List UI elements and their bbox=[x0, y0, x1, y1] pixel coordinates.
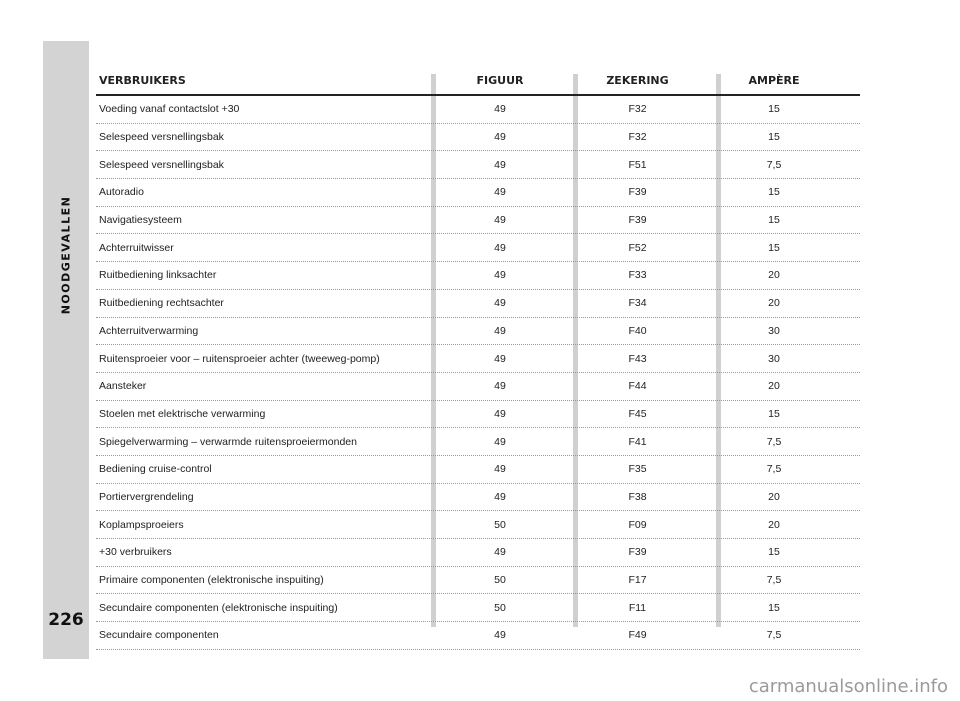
cell-ampere: 20 bbox=[768, 490, 780, 503]
cell-ampere: 7,5 bbox=[766, 629, 782, 642]
cell-ampere: 30 bbox=[768, 324, 780, 337]
table-row bbox=[96, 179, 860, 207]
cell-fuse: F49 bbox=[628, 629, 647, 642]
cell-fuse: F38 bbox=[628, 490, 647, 503]
fuse-table bbox=[96, 66, 860, 650]
cell-consumer: Secundaire componenten bbox=[99, 629, 219, 642]
cell-fuse: F09 bbox=[628, 518, 647, 531]
cell-ampere: 15 bbox=[768, 407, 780, 420]
cell-ampere: 7,5 bbox=[766, 463, 782, 476]
cell-ampere: 20 bbox=[768, 269, 780, 282]
cell-consumer: Achterruitwisser bbox=[99, 241, 174, 254]
cell-fuse: F33 bbox=[628, 269, 647, 282]
cell-figure: 49 bbox=[494, 158, 506, 171]
cell-fuse: F39 bbox=[628, 186, 647, 199]
cell-figure: 50 bbox=[494, 574, 506, 587]
cell-figure: 50 bbox=[494, 518, 506, 531]
cell-fuse: F32 bbox=[628, 131, 647, 144]
cell-consumer: Portiervergrendeling bbox=[99, 490, 194, 503]
cell-ampere: 15 bbox=[768, 601, 780, 614]
table-header bbox=[96, 66, 860, 96]
cell-figure: 49 bbox=[494, 546, 506, 559]
header-ampere: AMPÈRE bbox=[748, 73, 800, 87]
table-row bbox=[96, 511, 860, 539]
section-title-text: NOODGEVALLEN bbox=[59, 195, 73, 315]
cell-figure: 49 bbox=[494, 463, 506, 476]
cell-ampere: 15 bbox=[768, 241, 780, 254]
table-row bbox=[96, 622, 860, 650]
cell-ampere: 20 bbox=[768, 518, 780, 531]
cell-figure: 49 bbox=[494, 324, 506, 337]
cell-figure: 49 bbox=[494, 131, 506, 144]
cell-fuse: F43 bbox=[628, 352, 647, 365]
header-figure: FIGUUR bbox=[476, 73, 524, 87]
table-row bbox=[96, 428, 860, 456]
cell-consumer: Spiegelverwarming – verwarmde ruitensproeiermonden bbox=[99, 435, 357, 448]
table-row bbox=[96, 539, 860, 567]
table-row bbox=[96, 207, 860, 235]
cell-consumer: Ruitbediening linksachter bbox=[99, 269, 217, 282]
cell-consumer: Bediening cruise-control bbox=[99, 463, 212, 476]
table-row bbox=[96, 290, 860, 318]
cell-figure: 49 bbox=[494, 241, 506, 254]
cell-consumer: +30 verbruikers bbox=[99, 546, 172, 559]
cell-figure: 49 bbox=[494, 435, 506, 448]
cell-ampere: 15 bbox=[768, 546, 780, 559]
cell-ampere: 15 bbox=[768, 103, 780, 116]
table-row bbox=[96, 594, 860, 622]
cell-ampere: 7,5 bbox=[766, 158, 782, 171]
cell-figure: 49 bbox=[494, 629, 506, 642]
side-bar bbox=[43, 41, 89, 659]
table-row bbox=[96, 262, 860, 290]
cell-fuse: F40 bbox=[628, 324, 647, 337]
header-fuse: ZEKERING bbox=[606, 73, 669, 87]
table-row bbox=[96, 345, 860, 373]
cell-fuse: F39 bbox=[628, 214, 647, 227]
cell-figure: 49 bbox=[494, 297, 506, 310]
cell-fuse: F11 bbox=[628, 601, 647, 614]
cell-ampere: 15 bbox=[768, 186, 780, 199]
cell-ampere: 7,5 bbox=[766, 435, 782, 448]
cell-fuse: F17 bbox=[628, 574, 647, 587]
table-body bbox=[96, 96, 860, 650]
cell-ampere: 15 bbox=[768, 131, 780, 144]
page-number: 226 bbox=[48, 610, 84, 630]
cell-consumer: Achterruitverwarming bbox=[99, 324, 199, 337]
cell-consumer: Aansteker bbox=[99, 380, 147, 393]
table-row bbox=[96, 567, 860, 595]
cell-consumer: Secundaire componenten (elektronische inspuiting) bbox=[99, 601, 338, 614]
table-row bbox=[96, 318, 860, 346]
table-row bbox=[96, 96, 860, 124]
cell-consumer: Selespeed versnellingsbak bbox=[99, 131, 224, 144]
cell-figure: 49 bbox=[494, 407, 506, 420]
cell-figure: 50 bbox=[494, 601, 506, 614]
table-row bbox=[96, 124, 860, 152]
cell-figure: 49 bbox=[494, 214, 506, 227]
cell-consumer: Stoelen met elektrische verwarming bbox=[99, 407, 266, 420]
cell-consumer: Voeding vanaf contactslot +30 bbox=[99, 103, 240, 116]
cell-fuse: F52 bbox=[628, 241, 647, 254]
cell-fuse: F45 bbox=[628, 407, 647, 420]
cell-figure: 49 bbox=[494, 186, 506, 199]
table-row bbox=[96, 456, 860, 484]
watermark: carmanualsonline.info bbox=[748, 676, 948, 697]
cell-figure: 49 bbox=[494, 103, 506, 116]
cell-fuse: F39 bbox=[628, 546, 647, 559]
table-row bbox=[96, 484, 860, 512]
cell-ampere: 7,5 bbox=[766, 574, 782, 587]
cell-consumer: Autoradio bbox=[99, 186, 144, 199]
cell-consumer: Ruitensproeier voor – ruitensproeier achter (tweeweg-pomp) bbox=[99, 352, 380, 365]
cell-fuse: F32 bbox=[628, 103, 647, 116]
cell-consumer: Selespeed versnellingsbak bbox=[99, 158, 224, 171]
cell-ampere: 15 bbox=[768, 214, 780, 227]
cell-fuse: F35 bbox=[628, 463, 647, 476]
section-title bbox=[57, 195, 75, 315]
cell-ampere: 20 bbox=[768, 297, 780, 310]
cell-figure: 49 bbox=[494, 352, 506, 365]
table-row bbox=[96, 373, 860, 401]
cell-figure: 49 bbox=[494, 380, 506, 393]
cell-fuse: F41 bbox=[628, 435, 647, 448]
cell-fuse: F44 bbox=[628, 380, 647, 393]
cell-ampere: 30 bbox=[768, 352, 780, 365]
cell-figure: 49 bbox=[494, 490, 506, 503]
cell-consumer: Ruitbediening rechtsachter bbox=[99, 297, 224, 310]
cell-fuse: F51 bbox=[628, 158, 647, 171]
cell-consumer: Navigatiesysteem bbox=[99, 214, 182, 227]
header-consumer: VERBRUIKERS bbox=[99, 73, 186, 87]
cell-figure: 49 bbox=[494, 269, 506, 282]
table-row bbox=[96, 234, 860, 262]
cell-consumer: Primaire componenten (elektronische inspuiting) bbox=[99, 574, 324, 587]
cell-ampere: 20 bbox=[768, 380, 780, 393]
cell-fuse: F34 bbox=[628, 297, 647, 310]
table-row bbox=[96, 401, 860, 429]
table-row bbox=[96, 151, 860, 179]
cell-consumer: Koplampsproeiers bbox=[99, 518, 184, 531]
